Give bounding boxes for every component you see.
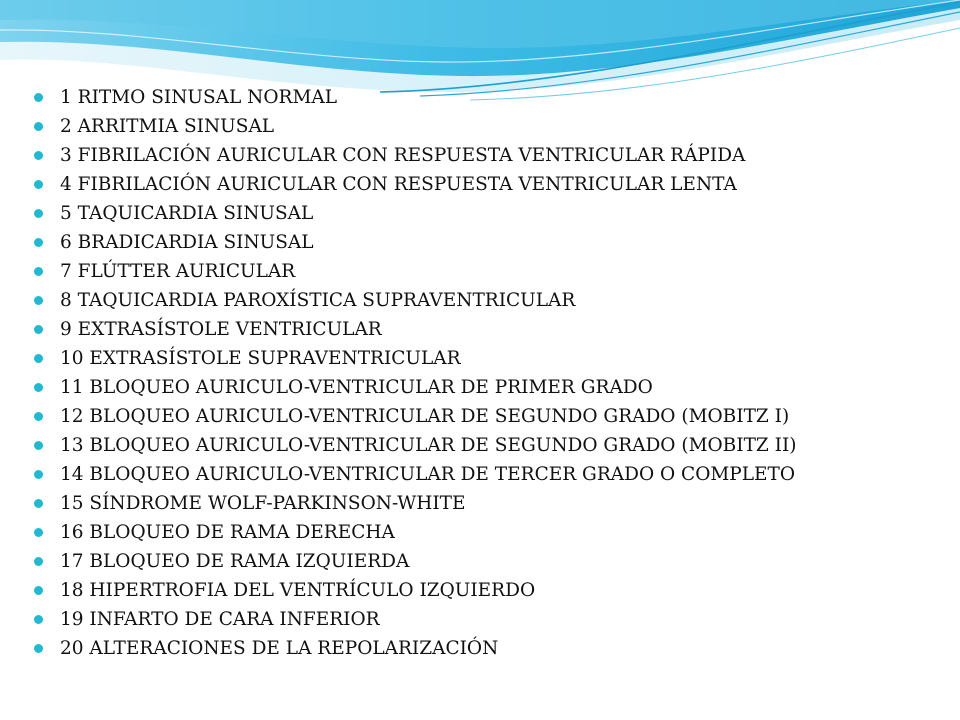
bullet-dot <box>34 557 43 566</box>
bullet-dot <box>34 441 43 450</box>
list-item-text: 1 RITMO SINUSAL NORMAL <box>60 87 338 108</box>
list-item-text: 16 BLOQUEO DE RAMA DERECHA <box>60 522 395 543</box>
list-item <box>34 170 797 199</box>
list-item-text: 14 BLOQUEO AURICULO-VENTRICULAR DE TERCER GRADO O COMPLETO <box>60 464 796 485</box>
bullet-dot <box>34 470 43 479</box>
bullet-dot <box>34 586 43 595</box>
list-item-text: 4 FIBRILACIÓN AURICULAR CON RESPUESTA VENTRICULAR LENTA <box>60 174 737 195</box>
bullet-dot <box>34 296 43 305</box>
list-item-text: 11 BLOQUEO AURICULO-VENTRICULAR DE PRIMER GRADO <box>60 377 653 398</box>
bullet-dot <box>34 325 43 334</box>
list-item-text: 12 BLOQUEO AURICULO-VENTRICULAR DE SEGUNDO GRADO (MOBITZ I) <box>60 406 790 427</box>
list-item <box>34 257 797 286</box>
list-item-text: 15 SÍNDROME WOLF-PARKINSON-WHITE <box>60 493 466 514</box>
list-item <box>34 576 797 605</box>
list-item-text: 13 BLOQUEO AURICULO-VENTRICULAR DE SEGUNDO GRADO (MOBITZ II) <box>60 435 797 456</box>
bullet-dot <box>34 499 43 508</box>
list-item <box>34 518 797 547</box>
list-item-text: 10 EXTRASÍSTOLE SUPRAVENTRICULAR <box>60 348 461 369</box>
list-item-text: 9 EXTRASÍSTOLE VENTRICULAR <box>60 319 382 340</box>
list-item <box>34 315 797 344</box>
bullet-dot <box>34 209 43 218</box>
bullet-dot <box>34 122 43 131</box>
list-item <box>34 634 797 663</box>
bullet-dot <box>34 644 43 653</box>
list-item <box>34 605 797 634</box>
list-item-text: 2 ARRITMIA SINUSAL <box>60 116 275 137</box>
bullet-dot <box>34 151 43 160</box>
list-item <box>34 199 797 228</box>
list-item-text: 3 FIBRILACIÓN AURICULAR CON RESPUESTA VENTRICULAR RÁPIDA <box>60 145 746 166</box>
bullet-dot <box>34 615 43 624</box>
bullet-dot <box>34 528 43 537</box>
list-item <box>34 373 797 402</box>
list-item <box>34 141 797 170</box>
bullet-dot <box>34 412 43 421</box>
bullet-dot <box>34 93 43 102</box>
list-item <box>34 547 797 576</box>
bullet-dot <box>34 267 43 276</box>
bullet-dot <box>34 383 43 392</box>
list-item-text: 6 BRADICARDIA SINUSAL <box>60 232 314 253</box>
list-item-text: 19 INFARTO DE CARA INFERIOR <box>60 609 380 630</box>
list-item <box>34 112 797 141</box>
list-item-text: 18 HIPERTROFIA DEL VENTRÍCULO IZQUIERDO <box>60 580 536 601</box>
bullet-dot <box>34 354 43 363</box>
list-item <box>34 431 797 460</box>
list-item-text: 5 TAQUICARDIA SINUSAL <box>60 203 314 224</box>
list-item-text: 7 FLÚTTER AURICULAR <box>60 261 296 282</box>
list-item-text: 20 ALTERACIONES DE LA REPOLARIZACIÓN <box>60 638 499 659</box>
list-item-text: 17 BLOQUEO DE RAMA IZQUIERDA <box>60 551 410 572</box>
bullet-dot <box>34 180 43 189</box>
bullet-dot <box>34 238 43 247</box>
list-item-text: 8 TAQUICARDIA PAROXÍSTICA SUPRAVENTRICULAR <box>60 290 576 311</box>
topic-list <box>34 83 797 663</box>
list-item <box>34 460 797 489</box>
list-item <box>34 344 797 373</box>
list-item <box>34 228 797 257</box>
list-item <box>34 402 797 431</box>
list-item <box>34 286 797 315</box>
list-item <box>34 83 797 112</box>
list-item <box>34 489 797 518</box>
